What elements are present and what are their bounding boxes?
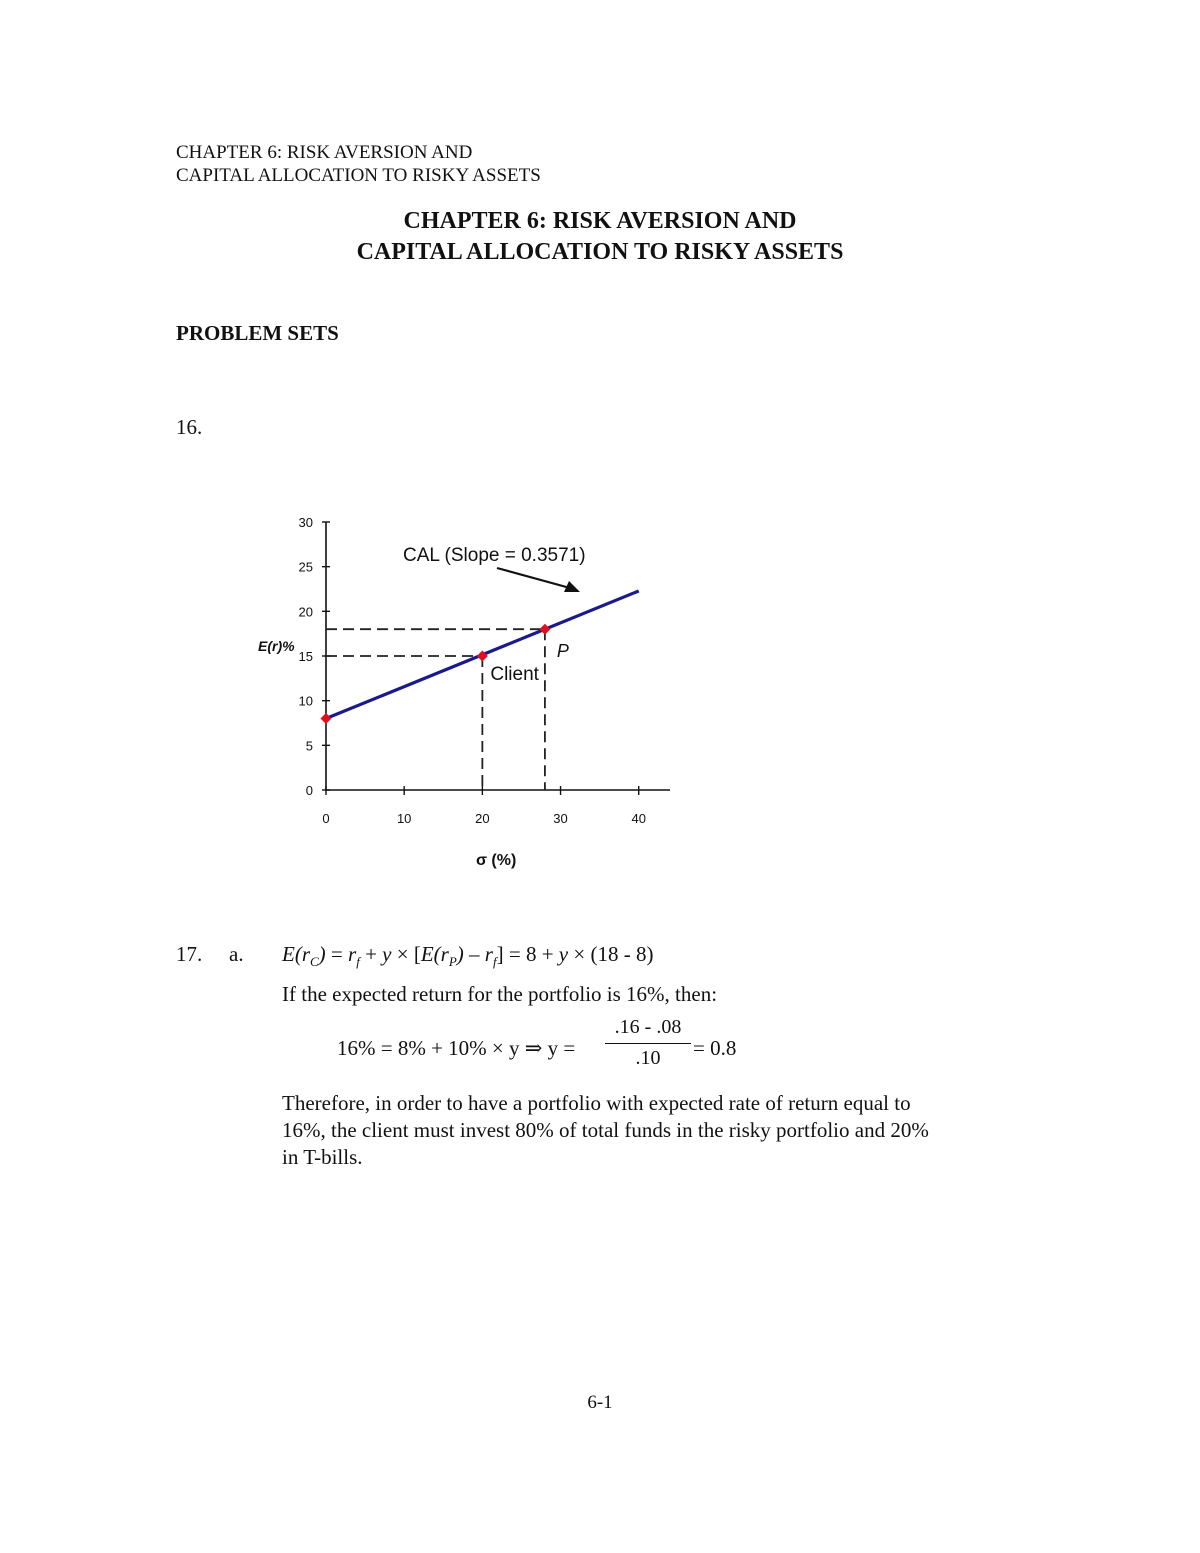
x-tick-label: 20 xyxy=(475,811,490,826)
running-header-line2: CAPITAL ALLOCATION TO RISKY ASSETS xyxy=(176,165,541,186)
y-tick-label: 20 xyxy=(298,604,313,620)
cal-annotation xyxy=(403,545,586,592)
chapter-title-line1: CHAPTER 6: RISK AVERSION AND xyxy=(403,208,797,234)
page-number: 6-1 xyxy=(587,1392,613,1413)
problem-17-number: 17. xyxy=(176,942,203,966)
conclusion-line: Therefore, in order to have a portfolio with expected rate of return equal to xyxy=(282,1091,911,1115)
cal-equation: $E(r_C) = r_f + y \times [E(r_P) - r_f] = 8 + y \times (18 - 8)$ xyxy=(282,942,654,970)
x-tick-label: 0 xyxy=(322,811,330,826)
chapter-title-line2: CAPITAL ALLOCATION TO RISKY ASSETS xyxy=(356,239,844,265)
problem-17-conclusion xyxy=(282,1090,1022,1171)
problem-17-intro: If the expected return for the portfolio is 16%, then: xyxy=(282,982,718,1006)
conclusion-line: in T-bills. xyxy=(282,1145,363,1169)
x-axis-label: σ (%) xyxy=(476,852,517,869)
cal-annotation-text: CAL (Slope = 0.3571) xyxy=(403,545,586,566)
calculation-fraction xyxy=(605,1016,691,1070)
section-heading: PROBLEM SETS xyxy=(176,321,339,345)
x-tick-label: 40 xyxy=(631,811,646,826)
y-tick-label: 25 xyxy=(298,559,313,575)
calculation-rhs: = 0.8 xyxy=(693,1036,737,1060)
chart-guide-lines xyxy=(326,629,545,790)
cal-annotation-arrow xyxy=(497,568,570,588)
y-tick-label: 0 xyxy=(305,783,313,798)
fraction-numerator: .16 - .08 xyxy=(614,1016,682,1038)
y-tick-label: 5 xyxy=(305,738,313,754)
calculation-lhs: 16% = 8% + 10% × y ⇒ y = xyxy=(337,1036,576,1060)
running-header xyxy=(176,141,541,187)
chapter-title xyxy=(0,206,1200,268)
x-tick-label: 10 xyxy=(396,811,412,826)
problem-16-number: 16. xyxy=(176,415,203,439)
chart-points xyxy=(321,624,569,724)
cal-chart-svg xyxy=(240,500,720,890)
y-tick-label: 30 xyxy=(298,515,313,530)
y-tick-label: 15 xyxy=(298,649,313,664)
x-tick-label: 30 xyxy=(553,811,568,826)
cal-chart xyxy=(240,500,720,890)
point-p xyxy=(539,624,550,635)
running-header-line1: CHAPTER 6: RISK AVERSION AND xyxy=(176,142,473,163)
conclusion-line: 16%, the client must invest 80% of total funds in the risky portfolio and 20% xyxy=(282,1118,929,1142)
problem-17-part: a. xyxy=(229,942,244,966)
client-label: Client xyxy=(490,664,539,685)
portfolio-label: P xyxy=(556,641,569,662)
fraction-bar xyxy=(605,1043,691,1044)
point-risk-free xyxy=(321,713,332,724)
y-tick-label: 10 xyxy=(298,693,313,709)
y-axis-label: E(r)% xyxy=(258,638,295,654)
fraction-denominator: .10 xyxy=(635,1047,661,1069)
